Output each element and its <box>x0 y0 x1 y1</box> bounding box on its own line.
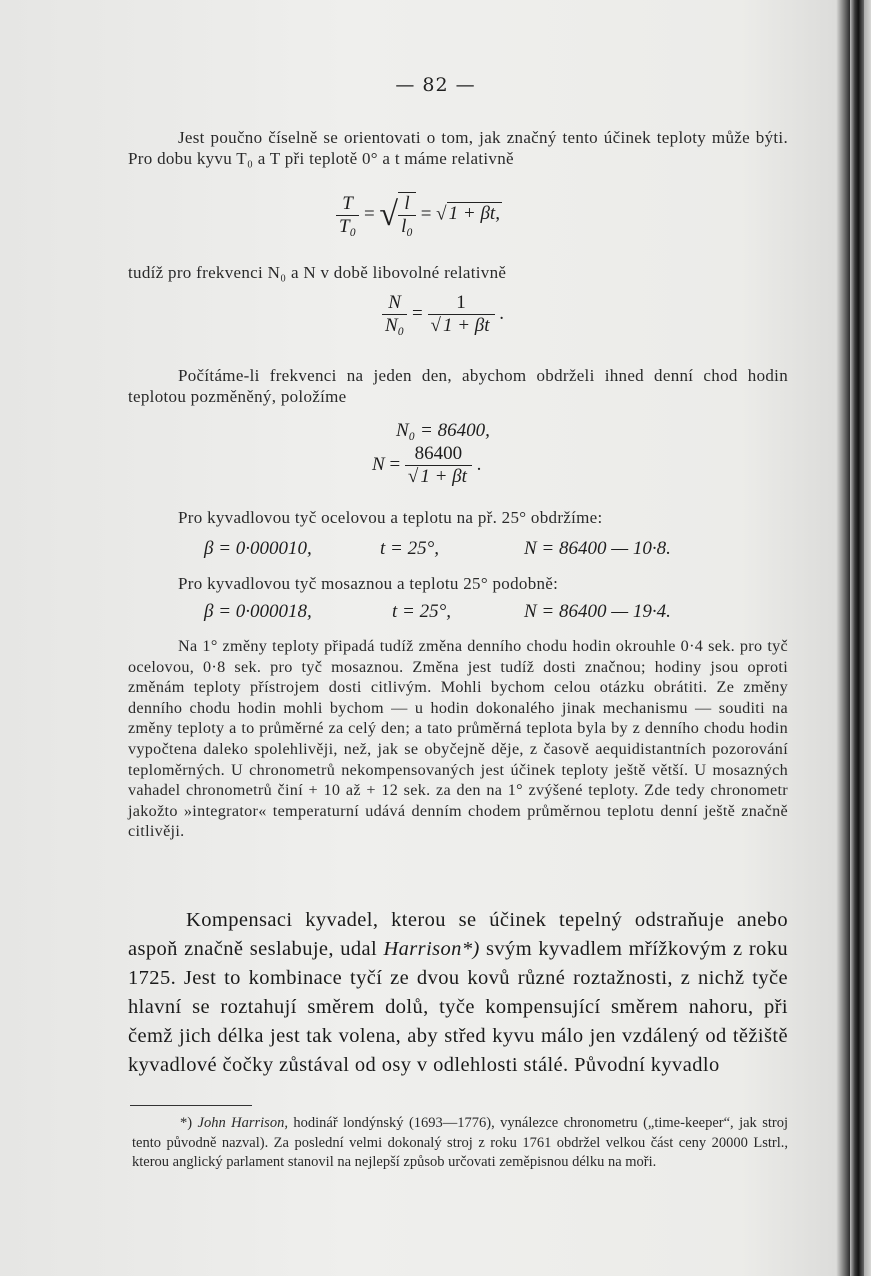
equation-period-ratio: $\frac{T}{\text{T₀}}$ = √ $\frac{l}{\text{l₀}}$ = √ 1 + βt, <box>336 192 502 238</box>
fraction-1-sqrt: $\frac{1}{√ 1 + \beta t}$ <box>428 292 495 337</box>
fraction-l-l0 <box>398 192 416 238</box>
steel-temperature: t = 25°, <box>380 538 439 559</box>
eq1-mid-num: l <box>398 192 416 215</box>
paragraph-compensation <box>128 906 788 1080</box>
eq3-num: 86400 <box>414 443 463 464</box>
fraction-T-T0 <box>336 193 359 238</box>
equation-n-daily: N = $\frac{86400}{√ 1 + \beta t}$ . <box>372 443 482 487</box>
page-number: — 82 — <box>395 74 476 96</box>
eq2-lhs-den: N₀ <box>382 314 407 337</box>
paragraph-brass-intro: Pro kyvadlovou tyč mosaznou a teplotu 25° podobně: <box>178 574 559 593</box>
equation-n0: N₀ = 86400, <box>396 420 490 441</box>
paragraph-intro: Jest poučno číselně se orientovati o tom, jak značný tento účinek teploty může býti. Pro dobu kyvu T₀ a T při teplotě 0° a t máme relativně <box>128 128 788 168</box>
eq2-lhs-num: N <box>388 292 401 313</box>
brass-temperature: t = 25°, <box>392 601 451 622</box>
paragraph-discussion: Na 1° změny teploty připadá tudíž změna denního chodu hodin okrouhle 0·4 sek. pro tyč ocelovou, 0·8 sek. pro tyč mosaznou. Změna jest tudíž dosti značnou; hodiny jsou oproti změnám teploty přístrojem dosti citlivým. Mohli bychom celou otázku obrátiti. Ze změny denního chodu hodin mohli bychom — u hodin dokonalého jinak mechanismu — souditi na změny teploty a to průměrné za celý den; a tato průměrná teplota byla by z denního chodu hodin vypočtena daleko spolehlivěji, než, jak se obyčejně děje, z časově aequidistantních pozorování teploměrných. U chronometrů nekompensovaných jest účinek teploty ještě větší. U mosazných vahadel chronometrů činí + 10 až + 12 sek. za den na 1° zvýšené teploty. Zde tedy chronometr jakožto »integrator« temperaturní udává denním chodem průměrnou teplotu denní ještě značně citlivěji. <box>128 637 788 841</box>
compensation-text-start: Kompensaci kyvadel, kterou se účinek tepelný odstraňuje anebo aspoň značně seslabuje, udal <box>128 909 788 960</box>
eq1-lhs-den: T₀ <box>336 215 359 238</box>
fraction-N-N0 <box>382 292 407 337</box>
brass-frequency: N = 86400 — 19·4. <box>524 601 671 622</box>
footnote-text: hodinář londýnský (1693—1776), vynálezce chronometru („time-keeper“, jak stroj tento původně nazval). Za poslední velmi dokonalý stroj z roku 1761 obdržel velkou část ceny 20000 Lstrl., kterou anglický parlament stanovil na nejlepší způsob určovati zeměpisnou délku na moři. <box>132 1115 788 1171</box>
footnote-mark: *) <box>180 1115 193 1131</box>
eq2-rhs-den: 1 + βt <box>442 315 490 336</box>
compensation-text-end: svým kyvadlem mřížkovým z roku 1725. Jest to kombinace tyčí ze dvou kovů různé roztažnosti, z nichž tyče hlavní se roztahují směrem dolů, tyče kompensující směrem nahoru, při čemž jich délka jest tak volena, aby střed kyvu málo jen vzdálený od těžiště kyvadlové čočky zůstával od osy v odlehlosti stálé. Původní kyvadlo <box>128 938 789 1076</box>
equation-frequency-ratio: $\frac{N}{\text{N₀}}$ = $\frac{1}{√ 1 + \beta t}$ . <box>382 292 504 337</box>
eq1-lhs-num: T <box>342 192 353 214</box>
eq1-mid-den: l₀ <box>398 215 416 238</box>
paragraph-daily-rate: Počítáme-li frekvenci na jeden den, abychom obdrželi ihned denní chod hodin teplotou pozměněný, položíme <box>128 366 788 406</box>
eq1-rhs: 1 + βt, <box>448 203 500 225</box>
steel-frequency: N = 86400 — 10·8. <box>524 538 671 559</box>
fraction-86400-sqrt: $\frac{86400}{√ 1 + \beta t}$ <box>405 443 472 488</box>
eq3-den: 1 + βt <box>420 466 467 487</box>
footnote <box>132 1114 788 1173</box>
paragraph-frequency: tudíž pro frekvenci N₀ a N v době libovolné relativně <box>128 263 507 282</box>
brass-beta: β = 0·000018, <box>204 601 312 622</box>
steel-beta: β = 0·000010, <box>204 538 312 559</box>
book-spine-shadow <box>850 0 864 1276</box>
paragraph-steel-intro: Pro kyvadlovou tyč ocelovou a teplotu na př. 25° obdržíme: <box>178 508 603 527</box>
eq2-rhs-num: 1 <box>456 292 466 313</box>
harrison-reference: Harrison*) <box>383 938 480 960</box>
footnote-rule <box>130 1105 252 1106</box>
footnote-name: John Harrison, <box>197 1115 288 1131</box>
